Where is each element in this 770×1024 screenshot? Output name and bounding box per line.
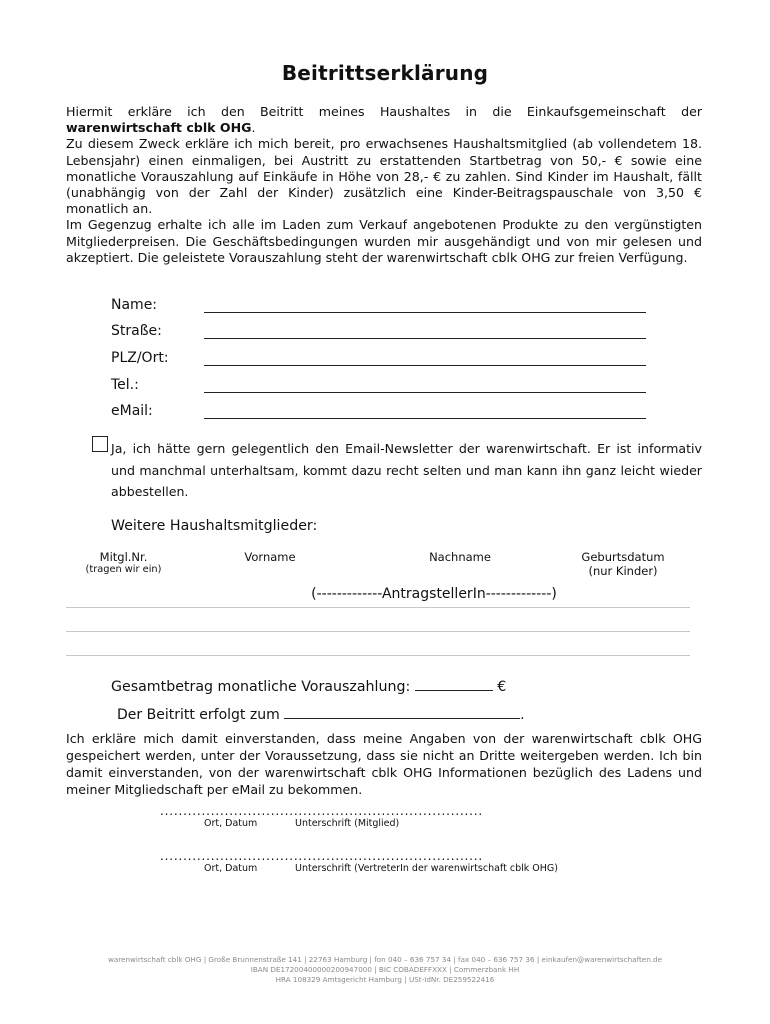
- newsletter-text: Ja, ich hätte gern gelegentlich den Email-Newsletter der warenwirtschaft. Er ist informativ und manchmal unterhaltsam, kommt dazu recht selten und man kann ihn ganz leicht wieder abbestellen.: [111, 441, 702, 499]
- total-amount-field[interactable]: [415, 676, 493, 691]
- join-date-field[interactable]: [284, 704, 520, 719]
- footer-address: warenwirtschaft cblk OHG | Große Brunnenstraße 141 | 22763 Hamburg | fon 040 – 636 757 34 | fax 040 – 636 757 36 | einkaufen@warenwirtschaften.de: [107, 955, 663, 964]
- applicant-row: (-------------AntragstellerIn-------------): [311, 586, 557, 602]
- place-date-caption-1: Ort, Datum: [204, 818, 258, 829]
- col-member-nr-sub: (tragen wir ein): [85, 564, 162, 575]
- company-name: warenwirtschaft cblk OHG: [66, 120, 252, 136]
- col-birthdate: [563, 550, 683, 578]
- footer-register: HRA 108329 Amtsgericht Hamburg | USt-IdNr. DE259522416: [275, 975, 495, 984]
- street-field[interactable]: [204, 337, 646, 339]
- col-first-name: Vorname: [244, 550, 296, 564]
- member-row-rule-3[interactable]: [66, 655, 690, 656]
- members-heading: Weitere Haushaltsmitglieder:: [111, 518, 318, 534]
- intro-paragraph-3: Im Gegenzug erhalte ich alle im Laden zum Verkauf angebotenen Produkte zu den vergünstigten Mitgliederpreisen. Die Geschäftsbedingungen wurden mir ausgehändigt und von mir gelesen und akzeptiert. Die geleistete Vorauszahlung steht der warenwirtschaft cblk OHG zur freien Verfügung.: [66, 217, 702, 265]
- intro-text: [66, 104, 702, 266]
- signature-line-member[interactable]: ......................................................................: [160, 804, 484, 818]
- member-signature-caption: Unterschrift (Mitglied): [295, 818, 400, 829]
- footer-bank: IBAN DE17200400000200947000 | BIC COBADEFFXXX | Commerzbank HH: [250, 965, 520, 974]
- col-last-name: Nachname: [429, 550, 491, 564]
- street-label: Straße:: [111, 323, 162, 339]
- name-label: Name:: [111, 297, 158, 313]
- member-row-rule-1: [66, 607, 690, 608]
- zip-city-label: PLZ/Ort:: [111, 350, 169, 366]
- email-field[interactable]: [204, 417, 646, 419]
- intro-paragraph-1: [66, 104, 702, 136]
- phone-field[interactable]: [204, 391, 646, 393]
- document-title-wrap: [0, 61, 770, 85]
- member-row-rule-2[interactable]: [66, 631, 690, 632]
- intro-p1-end: .: [251, 120, 256, 136]
- currency-symbol: €: [497, 679, 507, 695]
- col-member-nr: [66, 550, 181, 575]
- intro-p1-text: Hiermit erkläre ich den Beitritt meines Haushaltes in die Einkaufsgemeinschaft der: [66, 104, 702, 119]
- intro-paragraph-2: Zu diesem Zweck erkläre ich mich bereit, pro erwachsenes Haushaltsmitglied (ab vollendetem 18. Lebensjahr) einen einmaligen, bei Austritt zu erstattenden Startbetrag von 50,- € sowie eine monatliche Vorauszahlung auf Einkäufe in Höhe von 28,- € zu zahlen. Sind Kinder im Haushalt, fällt (unabhängig von der Zahl der Kinder) zusätzlich eine Kinder-Beitragspauschale von 3,50 € monatlich an.: [66, 136, 702, 217]
- document-title: Beitrittserklärung: [281, 61, 489, 85]
- total-row: [111, 676, 506, 695]
- place-date-caption-2: Ort, Datum: [204, 863, 258, 874]
- zip-city-field[interactable]: [204, 364, 646, 366]
- total-label: Gesamtbetrag monatliche Vorauszahlung:: [111, 679, 411, 695]
- footer: [0, 955, 770, 985]
- phone-label: Tel.:: [111, 377, 139, 393]
- join-row: [117, 704, 525, 723]
- signature-line-staff[interactable]: ......................................................................: [160, 849, 484, 863]
- email-label: eMail:: [111, 403, 153, 419]
- staff-signature-caption: Unterschrift (VertreterIn der warenwirtschaft cblk OHG): [295, 863, 558, 874]
- col-birthdate-label: Geburtsdatum: [581, 550, 665, 564]
- name-field[interactable]: [204, 311, 646, 313]
- col-member-nr-label: Mitgl.Nr.: [99, 550, 148, 564]
- newsletter-checkbox[interactable]: [92, 436, 108, 452]
- consent-text: Ich erkläre mich damit einverstanden, dass meine Angaben von der warenwirtschaft cblk OHG gespeichert werden, unter der Voraussetzung, dass sie nicht an Dritte weitergeben werden. Ich bin damit einverstanden, von der warenwirtschaft cblk OHG Informationen bezüglich des Ladens und meiner Mitgliedschaft per eMail zu bekommen.: [66, 731, 702, 797]
- join-label: Der Beitritt erfolgt zum: [117, 707, 280, 723]
- join-end: .: [520, 707, 525, 723]
- col-birthdate-sub: (nur Kinder): [588, 564, 658, 578]
